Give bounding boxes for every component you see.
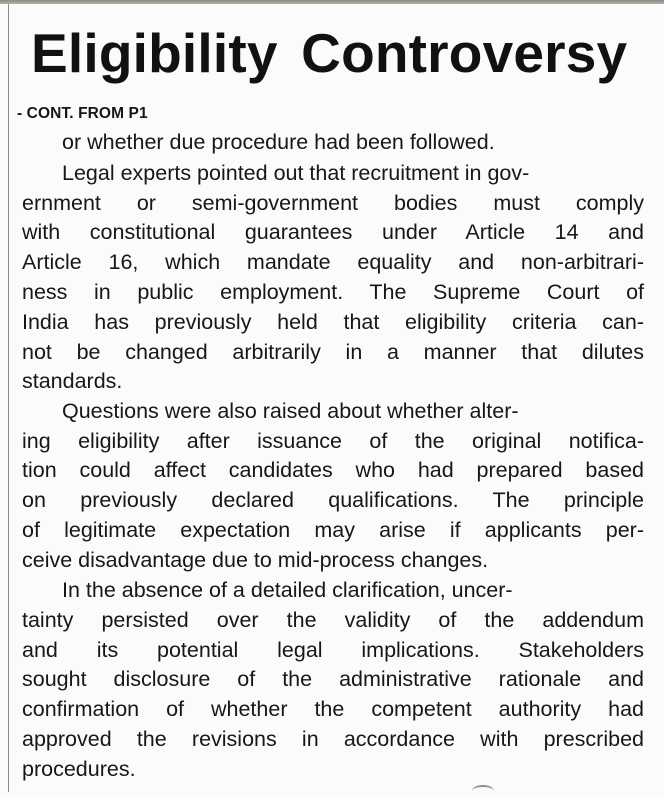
bottom-edge-mark xyxy=(472,785,494,797)
article-line: Article 16, which mandate equality and non-arbitrari- xyxy=(22,250,644,274)
article-line: on previously declared qualifications. The principle xyxy=(22,488,644,512)
article-line: India has previously held that eligibility criteria can- xyxy=(22,310,644,334)
article-line: approved the revisions in accordance with prescribed xyxy=(22,727,644,751)
article-line: standards. xyxy=(22,369,123,393)
article-line: with constitutional guarantees under Article 14 and xyxy=(22,220,644,244)
article-line: ness in public employment. The Supreme Court of xyxy=(22,280,644,304)
article-line: Legal experts pointed out that recruitment in gov- xyxy=(62,161,530,185)
article-line: sought disclosure of the administrative rationale and xyxy=(22,667,644,691)
headline: Eligibility Controversy xyxy=(31,22,628,84)
article-line: ernment or semi-government bodies must comply xyxy=(22,191,644,215)
article-line: Questions were also raised about whether alter- xyxy=(62,399,519,423)
article-line: and its potential legal implications. Stakeholders xyxy=(22,638,644,662)
article-line: or whether due procedure had been followed. xyxy=(62,130,495,154)
article-line: procedures. xyxy=(22,757,136,781)
article-line: ing eligibility after issuance of the original notifica- xyxy=(22,429,644,453)
article-line: ceive disadvantage due to mid-process changes. xyxy=(22,548,489,572)
continued-from-label: - CONT. FROM P1 xyxy=(17,105,148,122)
article-line: tainty persisted over the validity of the addendum xyxy=(22,608,644,632)
article-line: tion could affect candidates who had prepared based xyxy=(22,458,644,482)
article-line: not be changed arbitrarily in a manner that dilutes xyxy=(22,340,644,364)
article-line: of legitimate expectation may arise if applicants per- xyxy=(22,518,644,542)
article-line: confirmation of whether the competent authority had xyxy=(22,697,644,721)
article-line: In the absence of a detailed clarification, uncer- xyxy=(62,578,513,602)
